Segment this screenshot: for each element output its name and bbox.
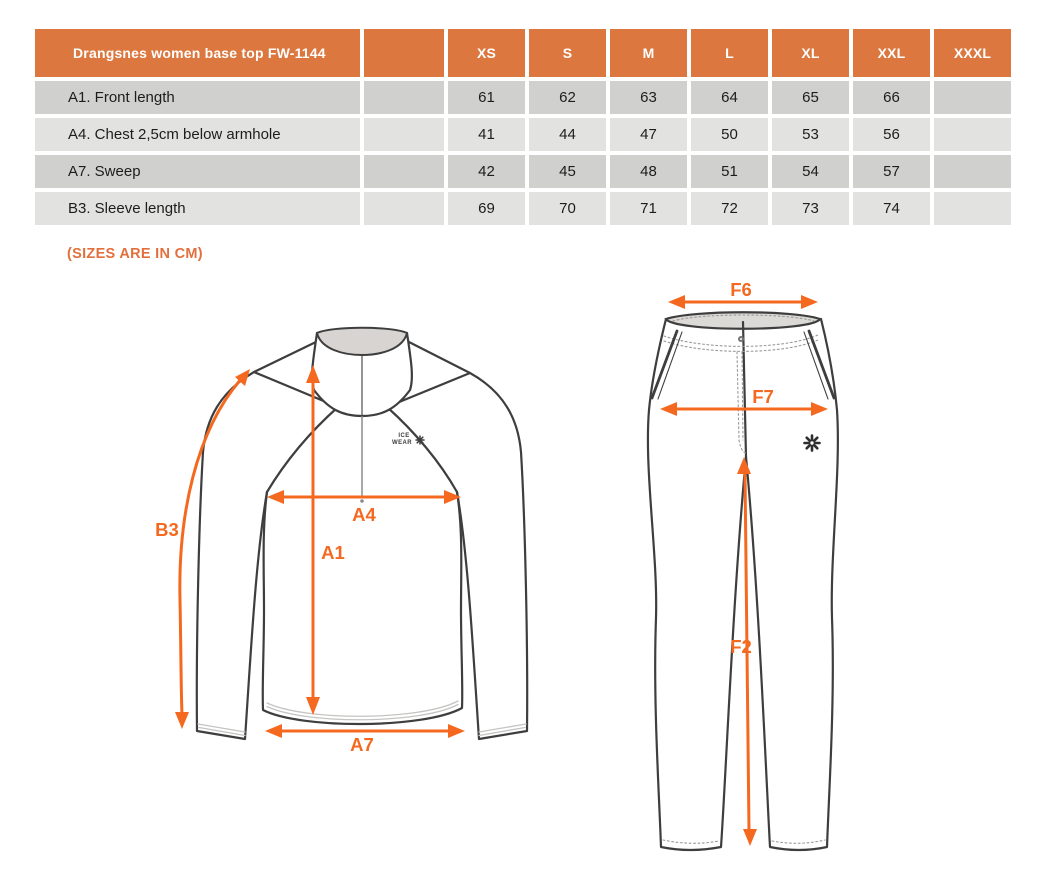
base-top-measurement-diagram <box>150 290 550 770</box>
cell-value: 47 <box>610 118 687 151</box>
row-spacer-cell <box>364 192 444 225</box>
f6-arrowhead-left <box>668 295 685 309</box>
f7-arrowhead-left <box>660 402 677 416</box>
f6-arrowhead-right <box>801 295 818 309</box>
cell-value: 70 <box>529 192 606 225</box>
cell-value: 41 <box>448 118 525 151</box>
cell-value: 64 <box>691 81 768 114</box>
cell-value: 65 <box>772 81 849 114</box>
cell-value: 50 <box>691 118 768 151</box>
cell-value <box>934 118 1011 151</box>
waist-button-center <box>740 338 742 340</box>
f2-arrowhead-up <box>737 457 751 474</box>
left-raglan-seam <box>267 407 338 492</box>
hem-stitch <box>267 701 458 720</box>
cell-value: 45 <box>529 155 606 188</box>
cell-value: 54 <box>772 155 849 188</box>
table-header-xl: XL <box>772 29 849 77</box>
b3-arrowhead-bottom <box>175 712 189 729</box>
left-sleeve <box>197 372 267 739</box>
table-header-xs: XS <box>448 29 525 77</box>
f7-label: F7 <box>752 386 774 407</box>
row-label: A1. Front length <box>35 81 360 114</box>
icewear-logo-text-bottom: WEAR <box>392 440 412 446</box>
cell-value: 57 <box>853 155 930 188</box>
row-label: A4. Chest 2,5cm below armhole <box>35 118 360 151</box>
f2-label: F2 <box>730 636 752 657</box>
sizes-unit-note: (SIZES ARE IN CM) <box>67 246 203 262</box>
a7-arrowhead-right <box>448 724 465 738</box>
cell-value: 61 <box>448 81 525 114</box>
row-spacer-cell <box>364 155 444 188</box>
left-hem-stitch <box>663 840 719 843</box>
cell-value: 72 <box>691 192 768 225</box>
cell-value: 71 <box>610 192 687 225</box>
right-sleeve <box>457 373 527 739</box>
left-cuff-stitch <box>198 724 245 736</box>
row-label: A7. Sweep <box>35 155 360 188</box>
cell-value: 66 <box>853 81 930 114</box>
right-hem-stitch <box>772 840 825 843</box>
table-header-xxl: XXL <box>853 29 930 77</box>
cell-value: 63 <box>610 81 687 114</box>
cell-value: 44 <box>529 118 606 151</box>
table-header-xxxl: XXXL <box>934 29 1011 77</box>
cell-value: 42 <box>448 155 525 188</box>
row-label: B3. Sleeve length <box>35 192 360 225</box>
pants-left-outline <box>648 319 746 850</box>
right-cuff-stitch <box>479 724 526 736</box>
cell-value <box>934 192 1011 225</box>
a7-label: A7 <box>350 734 374 755</box>
f6-label: F6 <box>730 279 752 300</box>
icewear-logo <box>392 433 424 446</box>
right-raglan-seam <box>387 407 457 492</box>
a4-label: A4 <box>352 504 376 525</box>
a1-arrowhead-down <box>306 697 320 715</box>
cell-value: 53 <box>772 118 849 151</box>
cell-value: 62 <box>529 81 606 114</box>
row-spacer-cell <box>364 118 444 151</box>
right-pocket-inner <box>804 332 828 399</box>
table-title-cell: Drangsnes women base top FW-1144 <box>35 29 360 77</box>
size-table <box>35 29 1011 225</box>
zipper-pull <box>360 499 364 503</box>
cell-value: 74 <box>853 192 930 225</box>
f7-arrowhead-right <box>811 402 828 416</box>
pants-measurement-diagram <box>628 278 858 868</box>
snowflake-logo-icon <box>805 436 820 451</box>
cell-value: 73 <box>772 192 849 225</box>
a1-label: A1 <box>321 542 345 563</box>
a4-arrowhead-left <box>267 490 284 504</box>
icewear-logo-snowflake-icon <box>416 436 424 444</box>
base-top-drawing <box>197 328 527 739</box>
b3-arrow <box>180 378 242 714</box>
cell-value: 56 <box>853 118 930 151</box>
pants-drawing <box>648 312 838 850</box>
cell-value: 69 <box>448 192 525 225</box>
table-header-m: M <box>610 29 687 77</box>
cell-value <box>934 81 1011 114</box>
f2-arrowhead-down <box>743 829 757 846</box>
cell-value <box>934 155 1011 188</box>
row-spacer-cell <box>364 81 444 114</box>
table-header-spacer-cell <box>364 29 444 77</box>
a7-arrowhead-left <box>265 724 282 738</box>
table-header-s: S <box>529 29 606 77</box>
body-outline <box>263 492 463 724</box>
table-header-l: L <box>691 29 768 77</box>
base-top-measure-arrows <box>155 365 465 755</box>
cell-value: 48 <box>610 155 687 188</box>
b3-label: B3 <box>155 519 179 540</box>
cell-value: 51 <box>691 155 768 188</box>
icewear-logo-text-top: ICE <box>398 433 410 439</box>
